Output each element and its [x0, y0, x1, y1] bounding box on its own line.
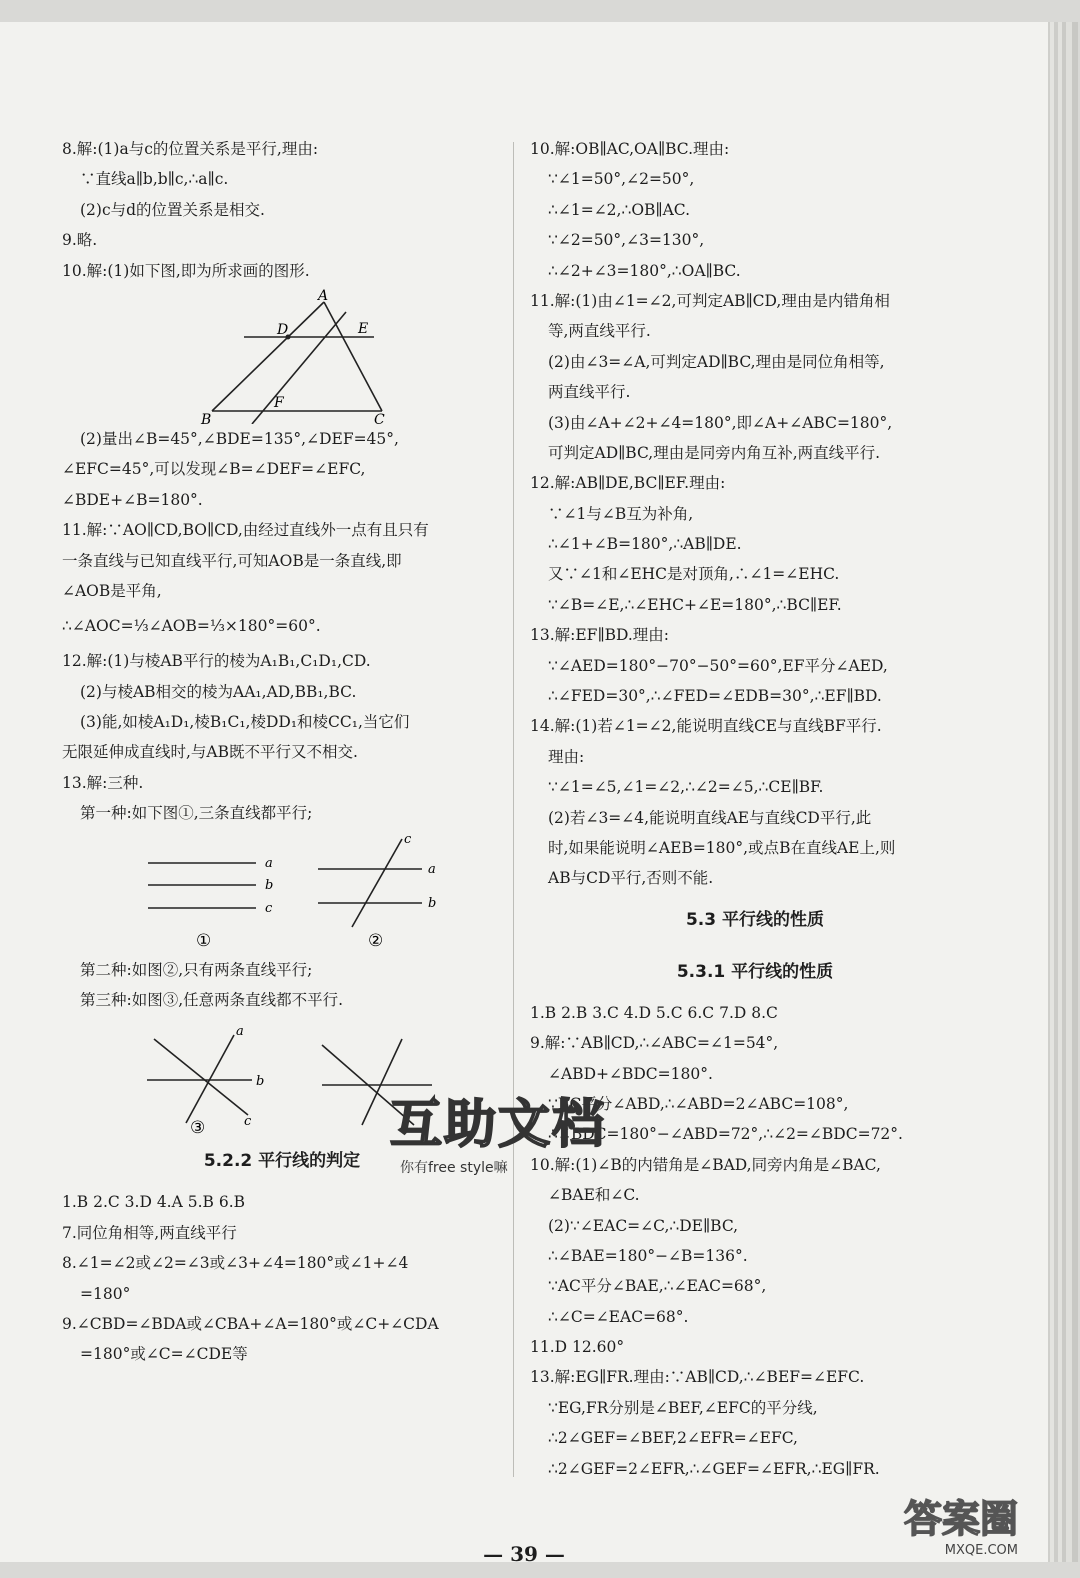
label-a: a	[236, 1024, 244, 1040]
answer-line: ∵∠B=∠E,∴∠EHC+∠E=180°,∴BC∥EF.	[548, 595, 842, 614]
section-heading-5-3: 5.3 平行线的性质	[685, 909, 825, 930]
answer-line: (3)由∠A+∠2+∠4=180°,即∠A+∠ABC=180°,	[548, 413, 893, 432]
label-F: F	[274, 394, 284, 411]
section-heading-5-2-2: 5.2.2 平行线的判定	[203, 1151, 361, 1172]
answer-line: 13.解:三种.	[62, 773, 144, 792]
answer-line: 11.D 12.60°	[530, 1338, 625, 1357]
answer-line: (3)能,如棱A₁D₁,棱B₁C₁,棱DD₁和棱CC₁,当它们	[80, 713, 410, 732]
answer-line: 11.解:∵AO∥CD,BO∥CD,由经过直线外一点有且只有	[62, 521, 429, 540]
label-c: c	[404, 831, 412, 847]
answer-line: 12.解:(1)与棱AB平行的棱为A₁B₁,C₁D₁,CD.	[62, 652, 371, 671]
column-divider	[513, 142, 514, 1477]
answer-line: ∵直线a∥b,b∥c,∴a∥c.	[80, 170, 229, 189]
answer-line: ∵∠AED=180°−70°−50°=60°,EF平分∠AED,	[548, 656, 888, 675]
answer-line: (2)∵∠EAC=∠C,∴DE∥BC,	[548, 1216, 739, 1235]
answer-line: 13.解:EG∥FR.理由:∵AB∥CD,∴∠BEF=∠EFC.	[530, 1368, 865, 1387]
answer-line: ∠ABD+∠BDC=180°.	[548, 1064, 713, 1083]
answer-line: 又∵∠1和∠EHC是对顶角,∴∠1=∠EHC.	[548, 565, 840, 584]
label-a: a	[265, 855, 273, 871]
answer-line: ∴∠BAE=180°−∠B=136°.	[548, 1246, 748, 1265]
answer-line: (2)若∠3=∠4,能说明直线AE与直线CD平行,此	[548, 808, 872, 827]
answer-line: ∵∠1与∠B互为补角,	[548, 504, 694, 523]
page-number: — 39 —	[483, 1542, 565, 1566]
figure-number-2: ②	[368, 930, 384, 951]
answer-line: 1.B 2.C 3.D 4.A 5.B 6.B	[62, 1193, 246, 1212]
answer-line: 一条直线与已知直线平行,可知AOB是一条直线,即	[62, 551, 402, 570]
section-heading-5-3-1: 5.3.1 平行线的性质	[676, 961, 834, 982]
parallel-lines-diagram	[62, 829, 502, 955]
answer-line: ∴2∠GEF=∠BEF,2∠EFR=∠EFC,	[548, 1429, 798, 1448]
answer-line: ∵∠1=50°,∠2=50°,	[548, 170, 695, 189]
answer-line: ∵BC平分∠ABD,∴∠ABD=2∠ABC=108°,	[548, 1094, 849, 1113]
left-block-2	[62, 424, 502, 646]
answer-line: 13.解:EF∥BD.理由:	[530, 626, 670, 645]
answer-line: ∠AOB是平角,	[62, 581, 162, 600]
answer-line: 可判定AD∥BC,理由是同旁内角互补,两直线平行.	[548, 443, 881, 462]
answer-line: 9.解:∵AB∥CD,∴∠ABC=∠1=54°,	[530, 1034, 779, 1053]
label-a: a	[428, 861, 436, 877]
answer-line: 第三种:如图③,任意两条直线都不平行.	[80, 991, 344, 1010]
triangle-diagram	[62, 286, 502, 424]
answer-line: 等,两直线平行.	[548, 322, 651, 341]
answer-line: 8.∠1=∠2或∠2=∠3或∠3+∠4=180°或∠1+∠4	[62, 1254, 409, 1273]
watermark-sub: 你有free style嘛	[400, 1160, 508, 1176]
answer-line: ∵AC平分∠BAE,∴∠EAC=68°,	[548, 1277, 767, 1296]
answer-line: 10.解:(1)∠B的内错角是∠BAD,同旁内角是∠BAC,	[530, 1155, 881, 1174]
left-block-4	[62, 955, 502, 1016]
answer-line: ∴∠2+∠3=180°,∴OA∥BC.	[548, 261, 741, 280]
answer-line: ∠EFC=45°,可以发现∠B=∠DEF=∠EFC,	[62, 460, 366, 479]
answer-line: 时,如果能说明∠AEB=180°,或点B在直线AE上,则	[548, 838, 896, 857]
right-column	[530, 134, 980, 1484]
answer-line: 两直线平行.	[548, 383, 631, 402]
answer-line: ∠BDE+∠B=180°.	[62, 490, 203, 509]
figure-number-3: ③	[190, 1118, 206, 1136]
left-block-3	[62, 646, 502, 828]
corner-watermark-url: MXQE.COM	[944, 1543, 1018, 1558]
answer-line: 12.解:AB∥DE,BC∥EF.理由:	[530, 474, 726, 493]
label-c: c	[265, 900, 273, 916]
lines-figure-1-2	[62, 829, 502, 955]
answer-line: 无限延伸成直线时,与AB既不平行又不相交.	[62, 743, 358, 762]
answer-line: 8.解:(1)a与c的位置关系是平行,理由:	[62, 140, 319, 158]
page-sheet	[0, 22, 1048, 1566]
answer-line: 第二种:如图②,只有两条直线平行;	[80, 960, 313, 979]
triangle-figure	[62, 286, 502, 424]
answer-line: ∴∠C=∠EAC=68°.	[548, 1307, 689, 1326]
label-C: C	[374, 411, 385, 424]
answer-line: ∠BAE和∠C.	[548, 1186, 640, 1205]
answer-line: (2)量出∠B=45°,∠BDE=135°,∠DEF=45°,	[80, 429, 399, 448]
answer-line: 理由:	[548, 747, 585, 766]
answer-line: ∴∠1+∠B=180°,∴AB∥DE.	[548, 535, 742, 554]
label-c: c	[244, 1114, 252, 1130]
corner-watermark	[904, 1488, 1018, 1558]
answer-line: =180°或∠C=∠CDE等	[80, 1345, 248, 1364]
right-block-2	[530, 998, 980, 1484]
label-B: B	[201, 411, 212, 424]
answer-line: ∵∠2=50°,∠3=130°,	[548, 231, 705, 250]
label-E: E	[358, 320, 369, 337]
label-A: A	[318, 287, 329, 304]
right-block-1	[530, 134, 980, 894]
answer-line: ∴∠1=∠2,∴OB∥AC.	[548, 200, 691, 219]
left-block-5	[62, 1187, 502, 1369]
left-column	[62, 134, 502, 1370]
answer-equation: ∴∠AOC=⅓∠AOB=⅓×180°=60°.	[62, 617, 321, 636]
answer-line: ∴∠BDC=180°−∠ABD=72°,∴∠2=∠BDC=72°.	[548, 1125, 903, 1144]
watermark-main: 互助文档	[390, 1095, 607, 1155]
answer-line: (2)与棱AB相交的棱为AA₁,AD,BB₁,BC.	[80, 682, 357, 701]
figure-number-1: ①	[196, 930, 212, 951]
answer-line: 11.解:(1)由∠1=∠2,可判定AB∥CD,理由是内错角相	[530, 291, 890, 310]
answer-line: ∴∠FED=30°,∴∠FED=∠EDB=30°,∴EF∥BD.	[548, 687, 882, 706]
answer-line: 7.同位角相等,两直线平行	[62, 1223, 237, 1242]
watermark	[390, 1082, 670, 1176]
answer-line: (2)c与d的位置关系是相交.	[80, 200, 265, 219]
answer-line: (2)由∠3=∠A,可判定AD∥BC,理由是同位角相等,	[548, 352, 885, 371]
page-number-value: 39	[510, 1542, 538, 1566]
label-b: b	[265, 877, 274, 893]
label-b: b	[428, 895, 437, 911]
answer-line: AB与CD平行,否则不能.	[548, 869, 714, 888]
answer-line: 10.解:OB∥AC,OA∥BC.理由:	[530, 140, 730, 158]
left-block-1	[62, 134, 502, 286]
answer-line: 1.B 2.B 3.C 4.D 5.C 6.C 7.D 8.C	[530, 1003, 778, 1022]
answer-line: 9.∠CBD=∠BDA或∠CBA+∠A=180°或∠C+∠CDA	[62, 1314, 439, 1333]
answer-line: 第一种:如下图①,三条直线都平行;	[80, 804, 313, 823]
answer-line: 14.解:(1)若∠1=∠2,能说明直线CE与直线BF平行.	[530, 717, 882, 736]
answer-line: ∴2∠GEF=2∠EFR,∴∠GEF=∠EFR,∴EG∥FR.	[548, 1459, 880, 1478]
label-b: b	[256, 1074, 265, 1090]
corner-watermark-logo: 答案圈	[903, 1497, 1018, 1541]
label-D: D	[277, 321, 289, 338]
answer-line: 10.解:(1)如下图,即为所求画的图形.	[62, 261, 310, 280]
answer-line: =180°	[80, 1284, 131, 1303]
answer-line: 9.略.	[62, 231, 98, 250]
answer-line: ∵∠1=∠5,∠1=∠2,∴∠2=∠5,∴CE∥BF.	[548, 778, 824, 797]
answer-line: ∵EG,FR分别是∠BEF,∠EFC的平分线,	[548, 1398, 818, 1417]
